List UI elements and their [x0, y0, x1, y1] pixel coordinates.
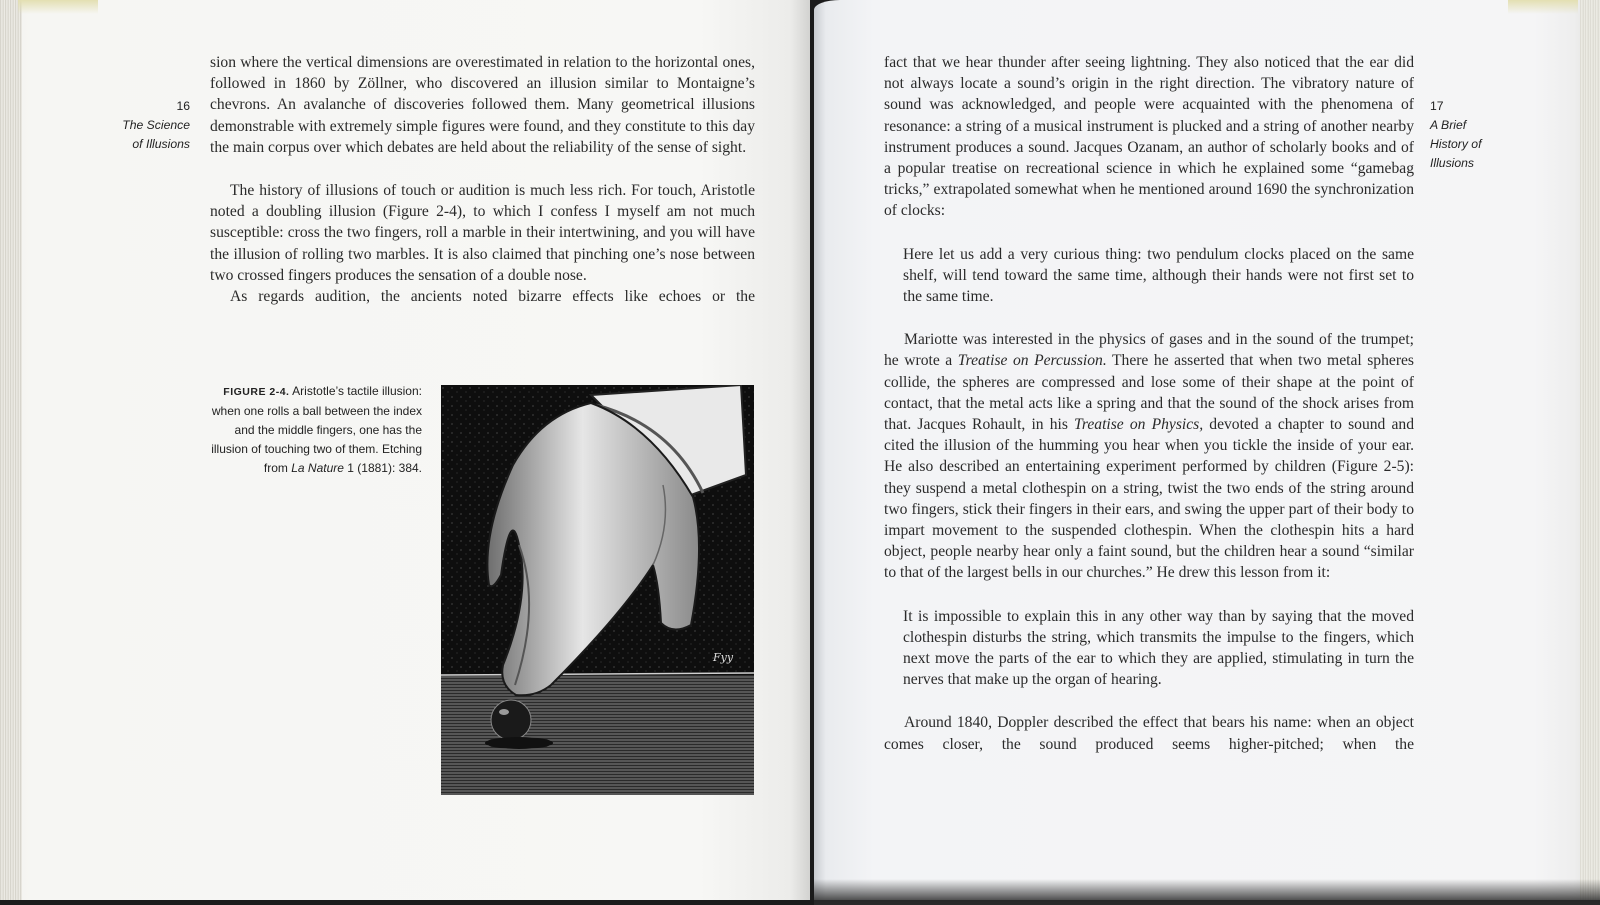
right-paragraph-3: Around 1840, Doppler described the effect that bears his name: when an object comes closer, the sound produced seems higher-pitched; when the: [884, 714, 1414, 753]
left-paragraph-1: sion where the vertical dimensions are overestimated in relation to the horizontal ones, followed in 1860 by Zöllner, who discovered an illusion similar to Montaigne’s chevrons. An avalanche of discoveries followed them. Many geometrical illusions demonstrable with extremely simple figures were found, and they constitute to this day the main corpus over which debates are held about the reliability of the sense of sight.: [210, 54, 755, 156]
figure-caption-text: Aristotle’s tactile illusion: when one rolls a ball between the index and the middle fingers, one has the illusion of touching two of them. Etching from: [211, 384, 422, 475]
right-running-head-1: A Brief: [1430, 118, 1467, 132]
left-margin-note: [120, 97, 190, 154]
right-page: [814, 0, 1600, 900]
left-page-number: 16: [176, 99, 190, 113]
right-body-text: [884, 52, 1414, 755]
etching-signature: Fyy: [713, 651, 734, 664]
treatise-physics-title: Treatise on Physics,: [1074, 416, 1204, 434]
left-running-head: The Science of Illusions: [122, 118, 190, 151]
figure-label: FIGURE 2-4.: [223, 386, 290, 398]
right-running-head-2: History of: [1430, 137, 1482, 151]
figure-source-title: La Nature: [291, 461, 344, 475]
right-paragraph-2: [884, 329, 1414, 583]
para2-text-a: Mariotte was interested in the physics of gases and in the sound of the trumpet; he wrote a: [884, 331, 1414, 370]
left-paragraph-2: The history of illusions of touch or audition is much less rich. For touch, Aristotle noted a doubling illusion (Figure 2-4), to which I confess I myself am not much susceptible: cross the two fingers, roll a marble in their intertwining, and you will have the illusion of rolling two marbles. It is also claimed that pinching one’s nose between two crossed fingers produces the sensation of a double nose.: [210, 182, 755, 284]
left-page-edge: [0, 0, 22, 900]
block-quote-ozanam: Here let us add a very curious thing: two pendulum clocks placed on the same shelf, will tend toward the same time, although their hands were not first set to the same time.: [903, 245, 1414, 306]
figure-source-citation: 1 (1881): 384.: [347, 461, 422, 475]
page-stain: [18, 0, 98, 14]
right-page-number: 17: [1430, 99, 1444, 113]
para2-text-b: There he asserted that when two metal spheres collide, the spheres are compressed and lose some of their shape at the point of contact, that the metal acts like a spring and that the sound of the shock arises from that. Jacques Rohault, in his: [884, 352, 1414, 434]
right-margin-note: [1430, 97, 1510, 173]
figure-etching: [441, 385, 754, 795]
right-paragraph-1: fact that we hear thunder after seeing lightning. They also noticed that the ear did not always locate a sound’s origin in the right direction. The vibratory nature of sound was acknowledged, and people were acquainted with the phenomena of resonance: a string of a musical instrument is plucked and a string of another nearby instrument produces a sound. Jacques Ozanam, an author of scholarly books and of a popular treatise on recreational science in which he explained some “gamebag tricks,” extrapolated somewhat when he mentioned around 1690 the synchronization of clocks:: [884, 54, 1414, 220]
hand-marble-illustration: [441, 385, 754, 795]
right-running-head-3: Illusions: [1430, 156, 1475, 170]
treatise-percussion-title: Treatise on Percussion.: [957, 352, 1107, 370]
left-body-text: [210, 52, 755, 307]
page-stain-right: [1508, 0, 1578, 14]
page-shadow: [814, 879, 1600, 905]
block-quote-rohault: It is impossible to explain this in any other way than by saying that the moved clothespin disturbs the string, which transmits the impulse to the fingers, which next move the parts of the ear to which they are applied, stimulating in turn the nerves that make up the organ of hearing.: [903, 607, 1414, 689]
left-paragraph-3: As regards audition, the ancients noted bizarre effects like echoes or the: [230, 288, 755, 306]
figure-caption: [210, 382, 422, 478]
right-page-edge: [1580, 0, 1600, 900]
para2-text-c: devoted a chapter to sound and cited the illusion of the humming you hear when you tickle the inside of your ear. He also described an entertaining experiment performed by children (Figure 2-5): they suspend a metal clothespin on a string, twist the two ends of the string around two fingers, stick their fingers in their ears, and swing the upper part of their body to impart movement to the suspended clothespin. When the clothespin hits a hard object, people nearby hear only a faint sound, but the children hear a sound “similar to that of the largest bells in our churches.” He drew this lesson from it:: [884, 416, 1414, 582]
